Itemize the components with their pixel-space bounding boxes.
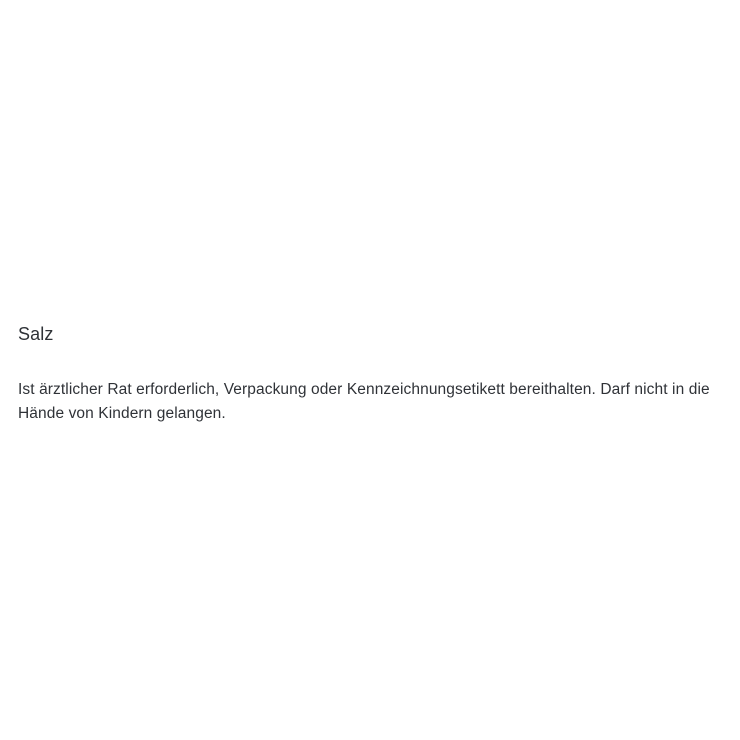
section-heading: Salz <box>18 324 54 344</box>
safety-instructions-text: Ist ärztlicher Rat erforderlich, Verpackung oder Kennzeichnungsetikett bereithalten. Darf nicht in die Hände von Kindern gelangen. <box>18 380 710 422</box>
